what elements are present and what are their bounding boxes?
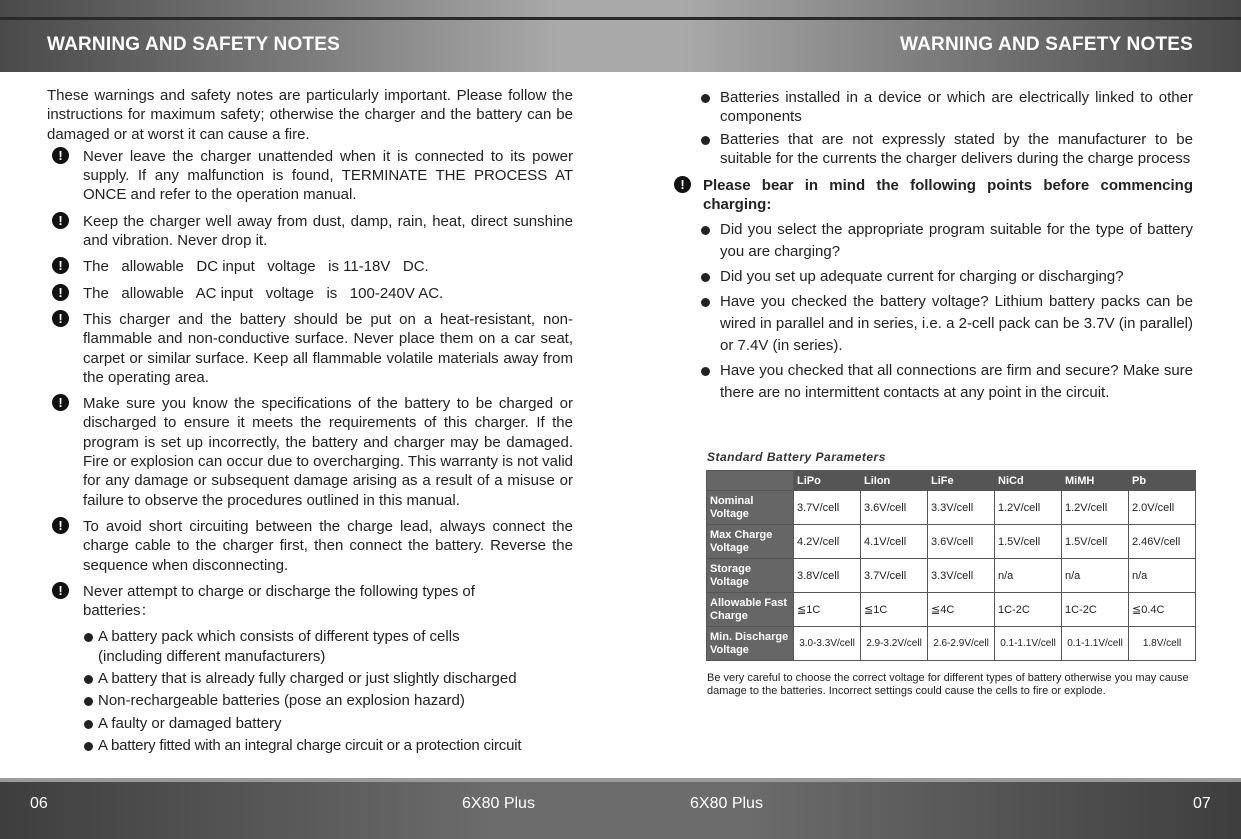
checklist-item: Have you checked the battery voltage? Lithium battery packs can be wired in parallel and in series, i.e. a 2-cell pack can be 3.7V (in parallel) or 7.4V (in series). bbox=[674, 291, 1193, 357]
table-cell: 4.1V/cell bbox=[861, 525, 928, 559]
table-cell: ≦1C bbox=[794, 593, 861, 627]
row-header: Nominal Voltage bbox=[707, 491, 794, 525]
table-cell: 1.2V/cell bbox=[1062, 491, 1129, 525]
table-cell: ≦1C bbox=[861, 593, 928, 627]
column-header: LiIon bbox=[861, 471, 928, 491]
table-cell: 2.46V/cell bbox=[1129, 525, 1196, 559]
column-header: LiPo bbox=[794, 471, 861, 491]
table-cell: 1.5V/cell bbox=[995, 525, 1062, 559]
warning-item: ! The allowable DC input voltage is 11-18V DC. bbox=[47, 257, 573, 276]
row-header: Storage Voltage bbox=[707, 559, 794, 593]
table-cell: 3.3V/cell bbox=[928, 491, 995, 525]
column-header: LiFe bbox=[928, 471, 995, 491]
table-cell: 3.8V/cell bbox=[794, 559, 861, 593]
exclamation-icon: ! bbox=[52, 147, 69, 164]
table-row bbox=[707, 559, 1196, 593]
battery-type-item: A battery fitted with an integral charge circuit or a protection circuit bbox=[47, 736, 573, 755]
bullet-icon bbox=[84, 697, 93, 706]
table-cell: 3.7V/cell bbox=[794, 491, 861, 525]
model-name-right: 6X80 Plus bbox=[690, 795, 763, 812]
table-row bbox=[707, 593, 1196, 627]
battery-parameters-table bbox=[706, 470, 1196, 661]
exclamation-icon: ! bbox=[52, 394, 69, 411]
caution-note: Be very careful to choose the correct voltage for different types of battery otherwise you may cause damage to the batteries. Incorrect settings could cause the cells to fire or explode. bbox=[707, 672, 1189, 697]
table-cell: 1.5V/cell bbox=[1062, 525, 1129, 559]
battery-type-item: A battery that is already fully charged or just slightly discharged bbox=[47, 669, 573, 688]
battery-type-item: Batteries installed in a device or which are electrically linked to other components bbox=[674, 88, 1193, 127]
table-cell: 3.3V/cell bbox=[928, 559, 995, 593]
column-header: MiMH bbox=[1062, 471, 1129, 491]
page-number-left: 06 bbox=[30, 795, 48, 812]
bullet-icon bbox=[701, 298, 710, 307]
table-cell: ≦4C bbox=[928, 593, 995, 627]
table-cell: n/a bbox=[995, 559, 1062, 593]
warning-item: ! The allowable AC input voltage is 100-240V AC. bbox=[47, 284, 573, 303]
bullet-icon bbox=[84, 720, 93, 729]
exclamation-icon: ! bbox=[52, 284, 69, 301]
row-header: Allowable Fast Charge bbox=[707, 593, 794, 627]
table-cell: 1.2V/cell bbox=[995, 491, 1062, 525]
checklist-item: Did you select the appropriate program suitable for the type of battery you are charging? bbox=[674, 219, 1193, 263]
checklist-title: ! Please bear in mind the following points before commencing charging: bbox=[674, 176, 1193, 215]
exclamation-icon: ! bbox=[52, 582, 69, 599]
table-cell: 2.0V/cell bbox=[1129, 491, 1196, 525]
table-cell: 1C-2C bbox=[1062, 593, 1129, 627]
table-cell: ≦0.4C bbox=[1129, 593, 1196, 627]
bullet-icon bbox=[701, 273, 710, 282]
battery-type-item: Non-rechargeable batteries (pose an explosion hazard) bbox=[47, 691, 573, 710]
warning-item: ! Make sure you know the specifications of the battery to be charged or discharged to ensure it meets the requirements of this charger. If the program is set up incorrectly, the battery and charger may be damaged. Fire or explosion can occur due to overcharging. This warranty is not valid for any damage or subsequent damage arising as a result of a misuse or failure to observe the procedures outlined in this manual. bbox=[47, 394, 573, 510]
intro-text: These warnings and safety notes are particularly important. Please follow the instructions for maximum safety; otherwise the charger and the battery can be damaged or at worst it can cause a fire. bbox=[47, 87, 573, 143]
checklist-item: Have you checked that all connections are firm and secure? Make sure there are no intermittent contacts at any point in the circuit. bbox=[674, 360, 1193, 404]
bullet-icon bbox=[701, 94, 710, 103]
table-cell: 3.6V/cell bbox=[928, 525, 995, 559]
table-row bbox=[707, 525, 1196, 559]
table-cell: n/a bbox=[1062, 559, 1129, 593]
table-cell: 0.1-1.1V/cell bbox=[1062, 627, 1129, 661]
bullet-icon bbox=[84, 633, 93, 642]
bullet-icon bbox=[84, 742, 93, 751]
table-cell: 3.6V/cell bbox=[861, 491, 928, 525]
table-cell: 3.0-3.3V/cell bbox=[794, 627, 861, 661]
bullet-icon bbox=[701, 136, 710, 145]
warning-item: ! To avoid short circuiting between the charge lead, always connect the charge cable to the charger first, then connect the battery. Reverse the sequence when disconnecting. bbox=[47, 517, 573, 575]
battery-type-item: A faulty or damaged battery bbox=[47, 714, 573, 733]
table-cell: 1.8V/cell bbox=[1129, 627, 1196, 661]
table-cell: 1C-2C bbox=[995, 593, 1062, 627]
bullet-icon bbox=[701, 367, 710, 376]
warning-item: ! Never attempt to charge or discharge the following types of batteries： bbox=[47, 582, 573, 621]
table-title: Standard Battery Parameters bbox=[707, 450, 886, 464]
exclamation-icon: ! bbox=[52, 310, 69, 327]
left-header-title: WARNING AND SAFETY NOTES bbox=[47, 34, 340, 55]
exclamation-icon: ! bbox=[674, 176, 691, 193]
exclamation-icon: ! bbox=[52, 517, 69, 534]
table-header-row bbox=[707, 471, 1196, 491]
table-cell: 2.9-3.2V/cell bbox=[861, 627, 928, 661]
table-cell: 3.7V/cell bbox=[861, 559, 928, 593]
checklist-item: Did you set up adequate current for charging or discharging? bbox=[674, 266, 1193, 288]
right-column bbox=[674, 88, 1193, 407]
model-name-left: 6X80 Plus bbox=[462, 795, 535, 812]
table-cell: 2.6-2.9V/cell bbox=[928, 627, 995, 661]
battery-type-item: A battery pack which consists of different types of cells (including different manufacturers) bbox=[47, 627, 573, 666]
table-cell: 0.1-1.1V/cell bbox=[995, 627, 1062, 661]
left-column bbox=[47, 86, 573, 758]
row-header: Min. Discharge Voltage bbox=[707, 627, 794, 661]
warning-item: ! Never leave the charger unattended when it is connected to its power supply. If any malfunction is found, TERMINATE THE PROCESS AT ONCE and refer to the operation manual. bbox=[47, 147, 573, 205]
column-header: NiCd bbox=[995, 471, 1062, 491]
battery-type-item: Batteries that are not expressly stated by the manufacturer to be suitable for the currents the charger delivers during the charge process bbox=[674, 130, 1193, 169]
right-header-title: WARNING AND SAFETY NOTES bbox=[900, 34, 1193, 55]
table-row bbox=[707, 491, 1196, 525]
table-row bbox=[707, 627, 1196, 661]
bullet-icon bbox=[84, 675, 93, 684]
footer-band bbox=[0, 778, 1241, 839]
table-cell: n/a bbox=[1129, 559, 1196, 593]
row-header: Max Charge Voltage bbox=[707, 525, 794, 559]
exclamation-icon: ! bbox=[52, 212, 69, 229]
exclamation-icon: ! bbox=[52, 257, 69, 274]
warning-item: ! Keep the charger well away from dust, damp, rain, heat, direct sunshine and vibration. Never drop it. bbox=[47, 212, 573, 251]
table-cell: 4.2V/cell bbox=[794, 525, 861, 559]
warning-item: ! This charger and the battery should be put on a heat-resistant, non-flammable and non-conductive surface. Never place them on a car seat, carpet or similar surface. Keep all flammable volatile materials away from the operating area. bbox=[47, 310, 573, 387]
page-number-right: 07 bbox=[1193, 795, 1211, 812]
column-header: Pb bbox=[1129, 471, 1196, 491]
bullet-icon bbox=[701, 226, 710, 235]
table-corner-cell bbox=[707, 471, 794, 491]
